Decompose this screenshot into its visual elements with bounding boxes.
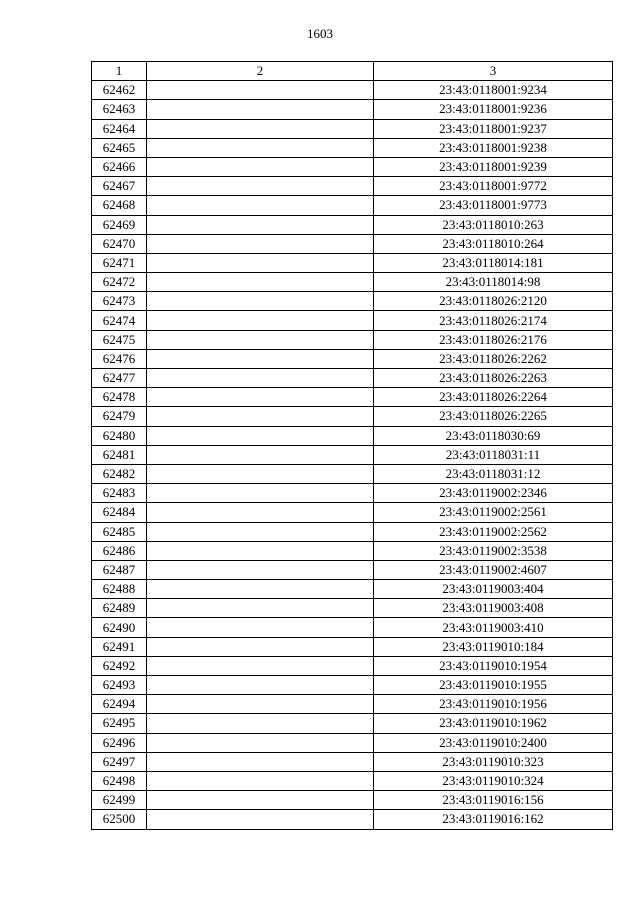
table-cell-col-3: 23:43:0118001:9772 xyxy=(374,177,613,196)
table-cell-col-2 xyxy=(147,177,374,196)
table-cell-col-1: 62470 xyxy=(92,234,147,253)
table-cell-col-1: 62486 xyxy=(92,541,147,560)
table-row xyxy=(92,138,613,157)
table-cell-col-2 xyxy=(147,215,374,234)
table-row xyxy=(92,580,613,599)
table-cell-col-2 xyxy=(147,369,374,388)
table-cell-col-2 xyxy=(147,541,374,560)
table-cell-col-2 xyxy=(147,522,374,541)
table-cell-col-1: 62485 xyxy=(92,522,147,541)
table-cell-col-1: 62494 xyxy=(92,695,147,714)
table-cell-col-3: 23:43:0119016:156 xyxy=(374,791,613,810)
table-row xyxy=(92,330,613,349)
table-cell-col-3: 23:43:0118014:98 xyxy=(374,273,613,292)
table-row xyxy=(92,733,613,752)
table-cell-col-2 xyxy=(147,810,374,829)
table-cell-col-2 xyxy=(147,503,374,522)
table-cell-col-3: 23:43:0119002:3538 xyxy=(374,541,613,560)
table-cell-col-3: 23:43:0119010:324 xyxy=(374,771,613,790)
table-row xyxy=(92,253,613,272)
table-cell-col-1: 62465 xyxy=(92,138,147,157)
table-cell-col-1: 62472 xyxy=(92,273,147,292)
table-cell-col-2 xyxy=(147,196,374,215)
table-cell-col-2 xyxy=(147,637,374,656)
table-cell-col-3: 23:43:0118001:9236 xyxy=(374,100,613,119)
table-body xyxy=(92,81,613,829)
table-row xyxy=(92,273,613,292)
table-cell-col-1: 62463 xyxy=(92,100,147,119)
table-cell-col-1: 62464 xyxy=(92,119,147,138)
table-cell-col-2 xyxy=(147,388,374,407)
table-row xyxy=(92,714,613,733)
table-cell-col-3: 23:43:0118001:9234 xyxy=(374,81,613,100)
table-cell-col-2 xyxy=(147,253,374,272)
table-cell-col-3: 23:43:0119010:323 xyxy=(374,752,613,771)
table-cell-col-3: 23:43:0119002:2561 xyxy=(374,503,613,522)
table-cell-col-2 xyxy=(147,791,374,810)
table-cell-col-3: 23:43:0118014:181 xyxy=(374,253,613,272)
table-cell-col-2 xyxy=(147,426,374,445)
table-cell-col-1: 62474 xyxy=(92,311,147,330)
table-cell-col-1: 62495 xyxy=(92,714,147,733)
table-row xyxy=(92,656,613,675)
table-cell-col-2 xyxy=(147,695,374,714)
table-cell-col-1: 62467 xyxy=(92,177,147,196)
table-row xyxy=(92,388,613,407)
table-cell-col-2 xyxy=(147,100,374,119)
table-cell-col-3: 23:43:0119002:2562 xyxy=(374,522,613,541)
table-row xyxy=(92,407,613,426)
table-cell-col-3: 23:43:0118001:9773 xyxy=(374,196,613,215)
page-number: 1603 xyxy=(307,26,333,41)
table-cell-col-3: 23:43:0119002:4607 xyxy=(374,560,613,579)
column-header-3: 3 xyxy=(374,62,613,81)
table-cell-col-1: 62478 xyxy=(92,388,147,407)
table-cell-col-1: 62480 xyxy=(92,426,147,445)
table-cell-col-3: 23:43:0119002:2346 xyxy=(374,484,613,503)
table-cell-col-2 xyxy=(147,733,374,752)
table-row xyxy=(92,599,613,618)
table-row xyxy=(92,177,613,196)
table-row xyxy=(92,349,613,368)
table-cell-col-2 xyxy=(147,618,374,637)
table-cell-col-1: 62477 xyxy=(92,369,147,388)
table-cell-col-3: 23:43:0119016:162 xyxy=(374,810,613,829)
table-cell-col-1: 62488 xyxy=(92,580,147,599)
table-row xyxy=(92,426,613,445)
table-cell-col-3: 23:43:0118001:9238 xyxy=(374,138,613,157)
table-cell-col-3: 23:43:0118026:2120 xyxy=(374,292,613,311)
table-cell-col-1: 62500 xyxy=(92,810,147,829)
table-cell-col-1: 62479 xyxy=(92,407,147,426)
table-cell-col-2 xyxy=(147,157,374,176)
table-cell-col-1: 62483 xyxy=(92,484,147,503)
column-header-1: 1 xyxy=(92,62,147,81)
table-cell-col-2 xyxy=(147,656,374,675)
table-row xyxy=(92,445,613,464)
table-cell-col-1: 62481 xyxy=(92,445,147,464)
table-cell-col-2 xyxy=(147,81,374,100)
table-cell-col-1: 62496 xyxy=(92,733,147,752)
table-cell-col-2 xyxy=(147,234,374,253)
table-cell-col-1: 62473 xyxy=(92,292,147,311)
table-cell-col-1: 62490 xyxy=(92,618,147,637)
table-cell-col-3: 23:43:0118026:2263 xyxy=(374,369,613,388)
table-row xyxy=(92,522,613,541)
table-cell-col-3: 23:43:0118026:2174 xyxy=(374,311,613,330)
table-cell-col-3: 23:43:0119010:1956 xyxy=(374,695,613,714)
table-cell-col-3: 23:43:0119010:184 xyxy=(374,637,613,656)
table-row xyxy=(92,810,613,829)
table-cell-col-2 xyxy=(147,311,374,330)
table-cell-col-1: 62487 xyxy=(92,560,147,579)
table-cell-col-1: 62498 xyxy=(92,771,147,790)
table-cell-col-1: 62493 xyxy=(92,676,147,695)
table-row xyxy=(92,119,613,138)
table-cell-col-3: 23:43:0119010:1962 xyxy=(374,714,613,733)
table-row xyxy=(92,157,613,176)
table-cell-col-2 xyxy=(147,580,374,599)
table-cell-col-3: 23:43:0118001:9237 xyxy=(374,119,613,138)
table-row xyxy=(92,618,613,637)
table-cell-col-1: 62462 xyxy=(92,81,147,100)
table-row xyxy=(92,560,613,579)
table-cell-col-3: 23:43:0118031:12 xyxy=(374,464,613,483)
table-row xyxy=(92,752,613,771)
table-cell-col-1: 62475 xyxy=(92,330,147,349)
table-cell-col-1: 62471 xyxy=(92,253,147,272)
table-row xyxy=(92,464,613,483)
table-row xyxy=(92,215,613,234)
table-cell-col-3: 23:43:0118010:264 xyxy=(374,234,613,253)
table-row xyxy=(92,637,613,656)
table-cell-col-2 xyxy=(147,119,374,138)
table-cell-col-2 xyxy=(147,714,374,733)
table-cell-col-2 xyxy=(147,560,374,579)
data-table xyxy=(91,61,613,830)
table-cell-col-1: 62466 xyxy=(92,157,147,176)
table-row xyxy=(92,791,613,810)
table-row xyxy=(92,695,613,714)
table-cell-col-2 xyxy=(147,752,374,771)
table-row xyxy=(92,311,613,330)
table-row xyxy=(92,196,613,215)
table-cell-col-3: 23:43:0119003:410 xyxy=(374,618,613,637)
table-cell-col-2 xyxy=(147,771,374,790)
table-cell-col-1: 62497 xyxy=(92,752,147,771)
table-cell-col-3: 23:43:0119003:408 xyxy=(374,599,613,618)
table-cell-col-2 xyxy=(147,599,374,618)
table-cell-col-3: 23:43:0119010:2400 xyxy=(374,733,613,752)
table-cell-col-2 xyxy=(147,484,374,503)
table-cell-col-2 xyxy=(147,292,374,311)
table-cell-col-2 xyxy=(147,138,374,157)
table-row xyxy=(92,484,613,503)
table-cell-col-3: 23:43:0118010:263 xyxy=(374,215,613,234)
table-row xyxy=(92,541,613,560)
table-header-row xyxy=(92,62,613,81)
table-cell-col-3: 23:43:0118026:2265 xyxy=(374,407,613,426)
table-cell-col-3: 23:43:0118026:2262 xyxy=(374,349,613,368)
table-cell-col-3: 23:43:0118001:9239 xyxy=(374,157,613,176)
table-cell-col-1: 62469 xyxy=(92,215,147,234)
table-cell-col-3: 23:43:0118026:2264 xyxy=(374,388,613,407)
table-cell-col-3: 23:43:0118030:69 xyxy=(374,426,613,445)
table-row xyxy=(92,100,613,119)
table-cell-col-1: 62489 xyxy=(92,599,147,618)
table-cell-col-2 xyxy=(147,273,374,292)
table-row xyxy=(92,369,613,388)
table-row xyxy=(92,234,613,253)
table-cell-col-2 xyxy=(147,330,374,349)
table-cell-col-2 xyxy=(147,407,374,426)
table-cell-col-3: 23:43:0118031:11 xyxy=(374,445,613,464)
table-row xyxy=(92,771,613,790)
table-cell-col-1: 62468 xyxy=(92,196,147,215)
table-cell-col-2 xyxy=(147,445,374,464)
table-cell-col-1: 62476 xyxy=(92,349,147,368)
table-cell-col-1: 62482 xyxy=(92,464,147,483)
table-cell-col-2 xyxy=(147,464,374,483)
table-cell-col-3: 23:43:0119003:404 xyxy=(374,580,613,599)
table-cell-col-1: 62491 xyxy=(92,637,147,656)
table-cell-col-3: 23:43:0119010:1954 xyxy=(374,656,613,675)
table-row xyxy=(92,503,613,522)
table-row xyxy=(92,81,613,100)
column-header-2: 2 xyxy=(147,62,374,81)
table-row xyxy=(92,292,613,311)
table-cell-col-3: 23:43:0118026:2176 xyxy=(374,330,613,349)
table-cell-col-1: 62499 xyxy=(92,791,147,810)
table-cell-col-2 xyxy=(147,676,374,695)
table-cell-col-1: 62484 xyxy=(92,503,147,522)
table-cell-col-2 xyxy=(147,349,374,368)
table-row xyxy=(92,676,613,695)
table-cell-col-3: 23:43:0119010:1955 xyxy=(374,676,613,695)
table-cell-col-1: 62492 xyxy=(92,656,147,675)
